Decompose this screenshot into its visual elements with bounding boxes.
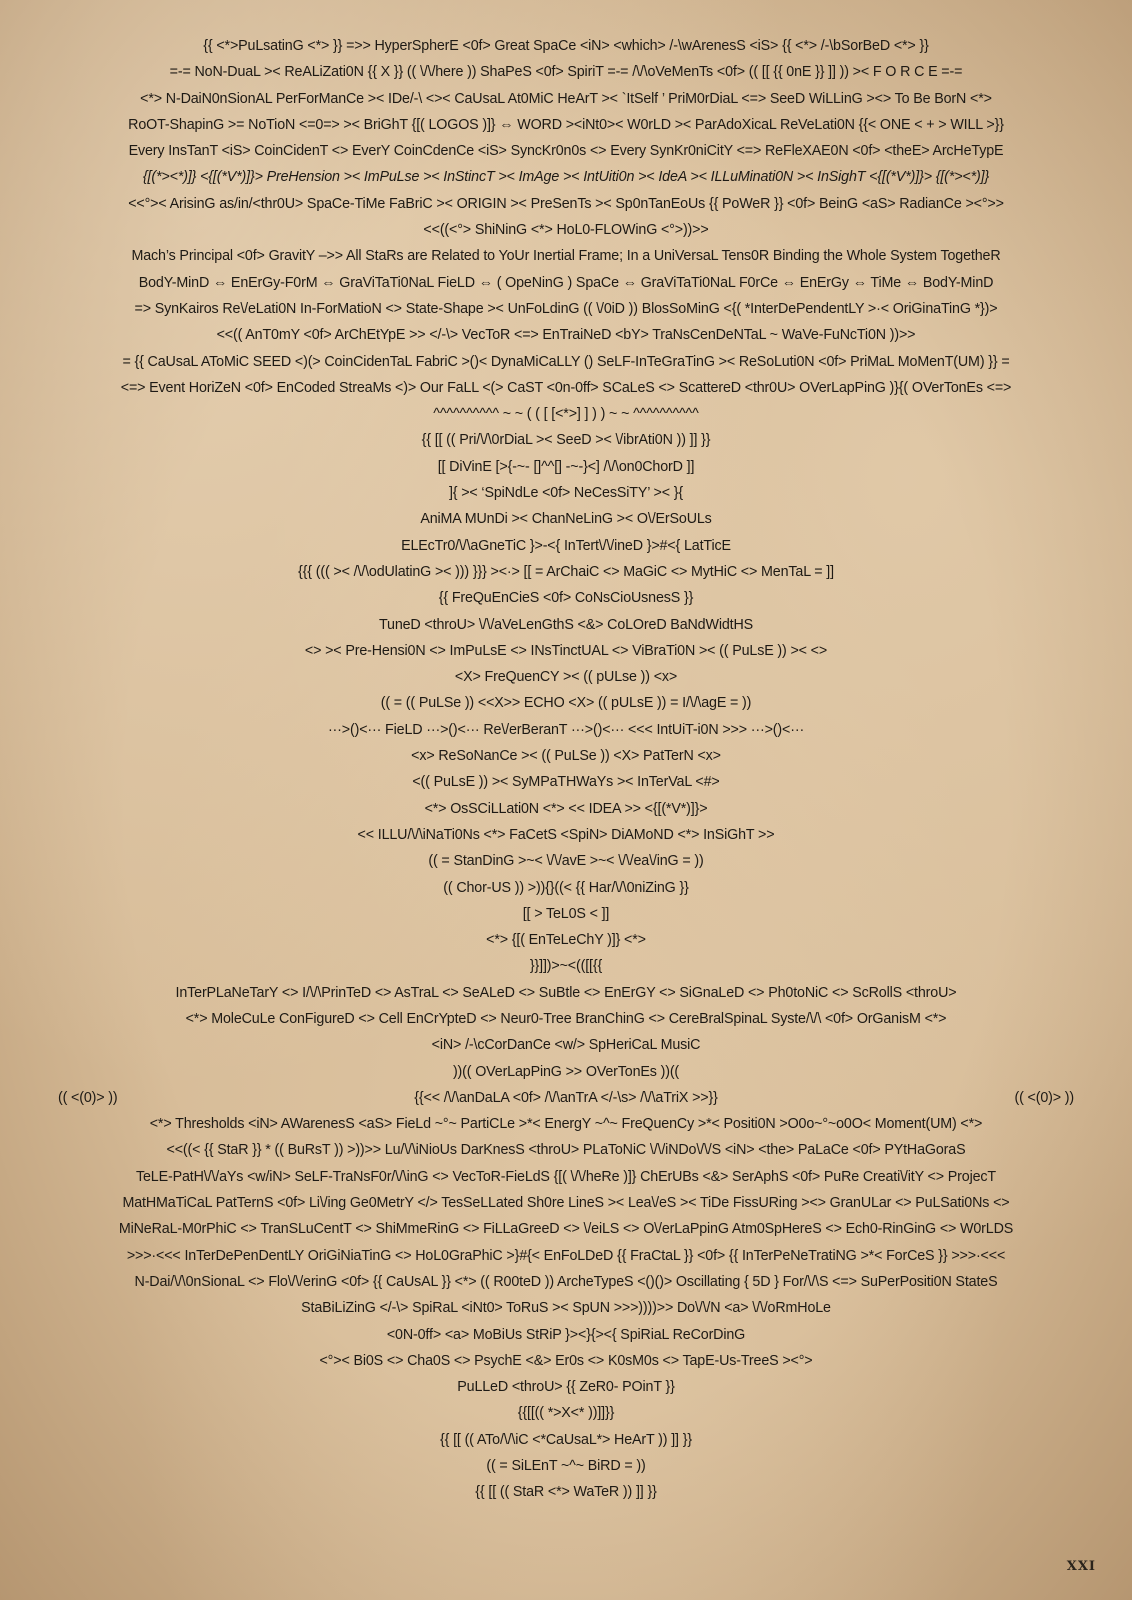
poem-line: {{ [[ (( Pri/\/\0rDiaL >< SeeD >< \/ibrAti0N )) ]] }}	[421, 432, 711, 449]
poem-line: <<((< {{ StaR }} * (( BuRsT )) >))>> Lu/\/\iNioUs DarKnesS <throU> PLaToNiC \/\/iNDo\/\/S <iN> <the> PaLaCe <0f> PYtHaGoraS	[166, 1142, 966, 1159]
poem-line: RoOT-ShapinG >= NoTioN <=0=> >< BriGhT {[( LOGOS )]} ⇔ WORD ><iNt0>< W0rLD >< ParAdoXicaL ReVeLati0N {{< ONE < + > WILL >}}	[128, 116, 1004, 133]
poem-line: = {{ CaUsaL AToMiC SEED <)(> CoinCidenTaL FabriC >()< DynaMiCaLLY () SeLF-InTeGraTinG >< ReSoLuti0N <0f> PriMaL MoMenT(UM) }} =	[122, 353, 1010, 370]
poem-line: (( = StanDinG >~< \/\/avE >~< \/\/ea\/inG = ))	[428, 853, 704, 870]
poem-line: TeLE-PatH\/\/aYs <w/iN> SeLF-TraNsF0r/\/\inG <> VecToR-FieLdS {[( \/\/heRe )]} ChErUBs <&> SerAphS <0f> PuRe Creati\/itY <> ProjecT	[136, 1168, 996, 1185]
poem-line: ^^^^^^^^^^ ~ ~ ( ( [ [<*>] ] ) ) ~ ~ ^^^^^^^^^^	[433, 406, 699, 423]
poem-line: }}]])>~<(([[{{	[529, 958, 603, 975]
page-number: XXI	[1066, 1559, 1096, 1574]
poem-line: {{ <*>PuLsatinG <*> }} =>> HyperSpherE <0f> Great SpaCe <iN> <which> /-\wArenesS <iS> {{ <*> /-\bSorBeD <*> }}	[203, 38, 929, 54]
poem-line: {{{ ((( >< /\/\odUlatinG >< ))) }}} ><·> [[ = ArChaiC <> MaGiC <> MytHiC <> MenTaL = ]]	[298, 563, 834, 580]
poem-line: ···>()<··· FieLD ···>()<··· Re\/erBeranT ···>()<··· <<< IntUiT-i0N >>> ···>()<···	[327, 721, 805, 738]
poem-line: <0N-0ff> <a> MoBiUs StRiP }><}{><{ SpiRiaL ReCorDinG	[386, 1326, 746, 1343]
poem-line: <<(( AnT0mY <0f> ArChEtYpE >> </-\> VecToR <=> EnTraiNeD <bY> TraNsCenDeNTaL ~ WaVe-FuNcTi0N ))>>	[216, 327, 916, 344]
poem-line: Every InsTanT <iS> CoinCidenT <> EverY CoinCdenCe <iS> SyncKr0n0s <> Every SynKr0niCitY <=> ReFleXAE0N <0f> <theE> ArcHeTypE	[128, 143, 1004, 160]
poem-line: <*> N-DaiN0nSionAL PerForManCe >< IDe/-\ <>< CaUsaL At0MiC HeArT >< `ItSelf ’ PriM0rDiaL <=> SeeD WiLLinG ><> To Be BorN <*>	[140, 90, 992, 107]
poem-line: [[ > TeL0S < ]]	[522, 905, 610, 922]
mandala-center-text: {{<< /\/\anDaLA <0f> /\/\anTrA </-\s> /\/\aTriX >>}}	[414, 1089, 718, 1106]
poem-line: <*> {[( EnTeLeChY )]} <*>	[486, 932, 646, 949]
poem-line: =-= NoN-DuaL >< ReALiZati0N {{ X }} (( \/\/here )) ShaPeS <0f> SpiriT =-= /\/\oVeMenTs <0f> (( [[ {{ 0nE }} ]] )) >< F O R C E =-=	[169, 64, 963, 81]
poem-line: MatHMaTiCaL PatTernS <0f> Li\/ing Ge0MetrY </> TesSeLLated Sh0re LineS >< Lea\/eS >< TiDe FissURing ><> GranULar <> PuLSati0Ns <>	[122, 1195, 1010, 1212]
poem-line: MiNeRaL-M0rPhiC <> TranSLuCentT <> ShiMmeRinG <> FiLLaGreeD <> \/eiLS <> O\/erLaPpinG Atm0SpHereS <> Ech0-RinGinG <> W0rLDS	[118, 1221, 1014, 1238]
poem-line: [[ DiVinE [>{-~- []^^[] -~-}<] /\/\on0ChorD ]]	[437, 458, 695, 475]
poem-line: ]{ >< ‘SpiNdLe <0f> NeCesSiTY’ >< }{	[448, 485, 684, 502]
poem-line: <*> Thresholds <iN> AWarenesS <aS> FieLd ~°~ PartiCLe >*< EnergY ~^~ FreQuenCy >*< Positi0N >O0o~°~o0O< Moment(UM) <*>	[149, 1116, 983, 1133]
poem-line: StaBiLiZinG </-\> SpiRaL <iNt0> ToRuS >< SpUN >>>))))>> Do\/\/N <a> \/\/oRmHoLe	[301, 1300, 831, 1317]
poem-line: BodY-MinD ⇔ EnErGy-F0rM ⇔ GraViTaTi0NaL FieLD ⇔ ( OpeNinG ) SpaCe ⇔ GraViTaTi0NaL F0rCe ⇔ EnErGy ⇔ TiMe ⇔ BodY-MinD	[138, 274, 994, 291]
poem-line: InTerPLaNeTarY <> I/\/\PrinTeD <> AsTraL <> SeALeD <> SuBtle <> EnErGY <> SiGnaLeD <> Ph0toNiC <> ScRollS <throU>	[175, 984, 957, 1001]
poem-line: <iN> /-\cCorDanCe <w/> SpHeriCaL MusiC	[431, 1037, 701, 1054]
poem-line: N-Dai/\/\0nSionaL <> Flo\/\/erinG <0f> {{ CaUsAL }} <*> (( R00teD )) ArcheTypeS <()()> Oscillating { 5D } For/\/\S <=> SuPerPositi0N StateS	[134, 1273, 998, 1290]
mandala-right-glyph: (( <(0)> ))	[1014, 1089, 1074, 1106]
poem-line-italic: {[(*><*)]} <{[(*V*)]}> PreHension >< ImPuLse >< InStincT >< ImAge >< IntUiti0n >< IdeA >< ILLuMinati0N >< InSighT <{[(*V*)]}> {[(*><*)]}	[142, 169, 990, 186]
poem-body	[14, 33, 1118, 1506]
poem-line: <X> FreQuenCY >< (( pULse )) <x>	[454, 669, 678, 686]
poem-line: (( = SiLEnT ~^~ BiRD = ))	[486, 1458, 646, 1475]
poem-line: >>>·<<< InTerDePenDentLY OriGiNiaTinG <> HoL0GraPhiC >}#{< EnFoLDeD {{ FraCtaL }} <0f> {{ InTerPeNeTratiNG >*< ForCeS }} >>>·<<<	[126, 1247, 1006, 1264]
poem-line: PuLLeD <throU> {{ ZeR0- POinT }}	[457, 1379, 675, 1396]
poem-line: <<°>< ArisinG as/in/<thr0U> SpaCe-TiMe FaBriC >< ORIGIN >< PreSenTs >< Sp0nTanEoUs {{ PoWeR }} <0f> BeinG <aS> RadianCe ><°>>	[128, 195, 1004, 212]
poem-line: <<((<°> ShiNinG <*> HoL0-FLOWinG <°>))>>	[423, 222, 709, 239]
poem-line: AniMA MUnDi >< ChanNeLinG >< O\/ErSoULs	[420, 511, 712, 528]
poem-line: << ILLU/\/\iNaTi0Ns <*> FaCetS <SpiN> DiAMoND <*> InSiGhT >>	[357, 826, 775, 843]
poem-line: <*> MoleCuLe ConFigureD <> Cell EnCrYpteD <> Neur0-Tree BranChinG <> CereBralSpinaL Syste/\/\ <0f> OrGanisM <*>	[185, 1010, 947, 1027]
poem-line: <(( PuLsE )) >< SyMPaTHWaYs >< InTerVaL <#>	[412, 774, 720, 791]
poem-line: <*> OsSCiLLati0N <*> << IDEA >> <{[(*V*)]}>	[424, 800, 708, 817]
poem-line: <x> ReSoNanCe >< (( PuLSe )) <X> PatTerN <x>	[411, 748, 721, 765]
poem-line: {{ FreQuEnCieS <0f> CoNsCioUsnesS }}	[438, 590, 694, 607]
poem-line: TuneD <throU> \/\/aVeLenGthS <&> CoLOreD BaNdWidtHS	[378, 616, 754, 633]
poem-line: => SynKairos Re\/eLati0N In-ForMatioN <> State-Shape >< UnFoLdinG (( \/0iD )) BlosSoMinG <{( *InterDePendentLY >·< OriGinaTinG *})>	[134, 300, 998, 317]
poem-line: <°>< Bi0S <> Cha0S <> PsychE <&> Er0s <> K0sM0s <> TapE-Us-TreeS ><°>	[319, 1352, 813, 1369]
poem-line-mandala	[14, 1085, 1118, 1111]
poem-line: {{ [[ (( ATo/\/\iC <*CaUsaL*> HeArT )) ]] }}	[440, 1431, 692, 1448]
mandala-left-glyph: (( <(0)> ))	[58, 1089, 118, 1106]
poem-line: (( Chor-US )) >)){}((< {{ Har/\/\0niZinG }}	[443, 879, 689, 896]
poem-line: {{ [[ (( StaR <*> WaTeR )) ]] }}	[475, 1484, 657, 1501]
poem-line: <=> Event HoriZeN <0f> EnCoded StreaMs <)> Our FaLL <(> CaST <0n-0ff> SCaLeS <> ScattereD <thr0U> OVerLapPinG )}{( OVerTonEs <=>	[120, 379, 1012, 396]
poem-line: ELEcTr0/\/\aGneTiC }>-<{ InTert\/\/ineD }>#<{ LatTicE	[401, 537, 731, 554]
poem-line: ))(( OVerLapPinG >> OVerTonEs ))((	[452, 1063, 680, 1080]
poem-line: Mach’s Principal <0f> GravitY –>> All StaRs are Related to YoUr Inertial Frame; In a UniVersaL Tens0R Binding the Whole System TogetheR	[131, 248, 1001, 265]
poem-line: (( = (( PuLSe )) <<X>> ECHO <X> (( pULsE )) = I/\/\agE = ))	[380, 695, 752, 712]
poem-line: {{[[(( *>X<* ))]]}}	[517, 1405, 615, 1422]
poem-line: <> >< Pre-Hensi0N <> ImPuLsE <> INsTinctUAL <> ViBraTi0N >< (( PuLsE )) >< <>	[304, 642, 828, 659]
